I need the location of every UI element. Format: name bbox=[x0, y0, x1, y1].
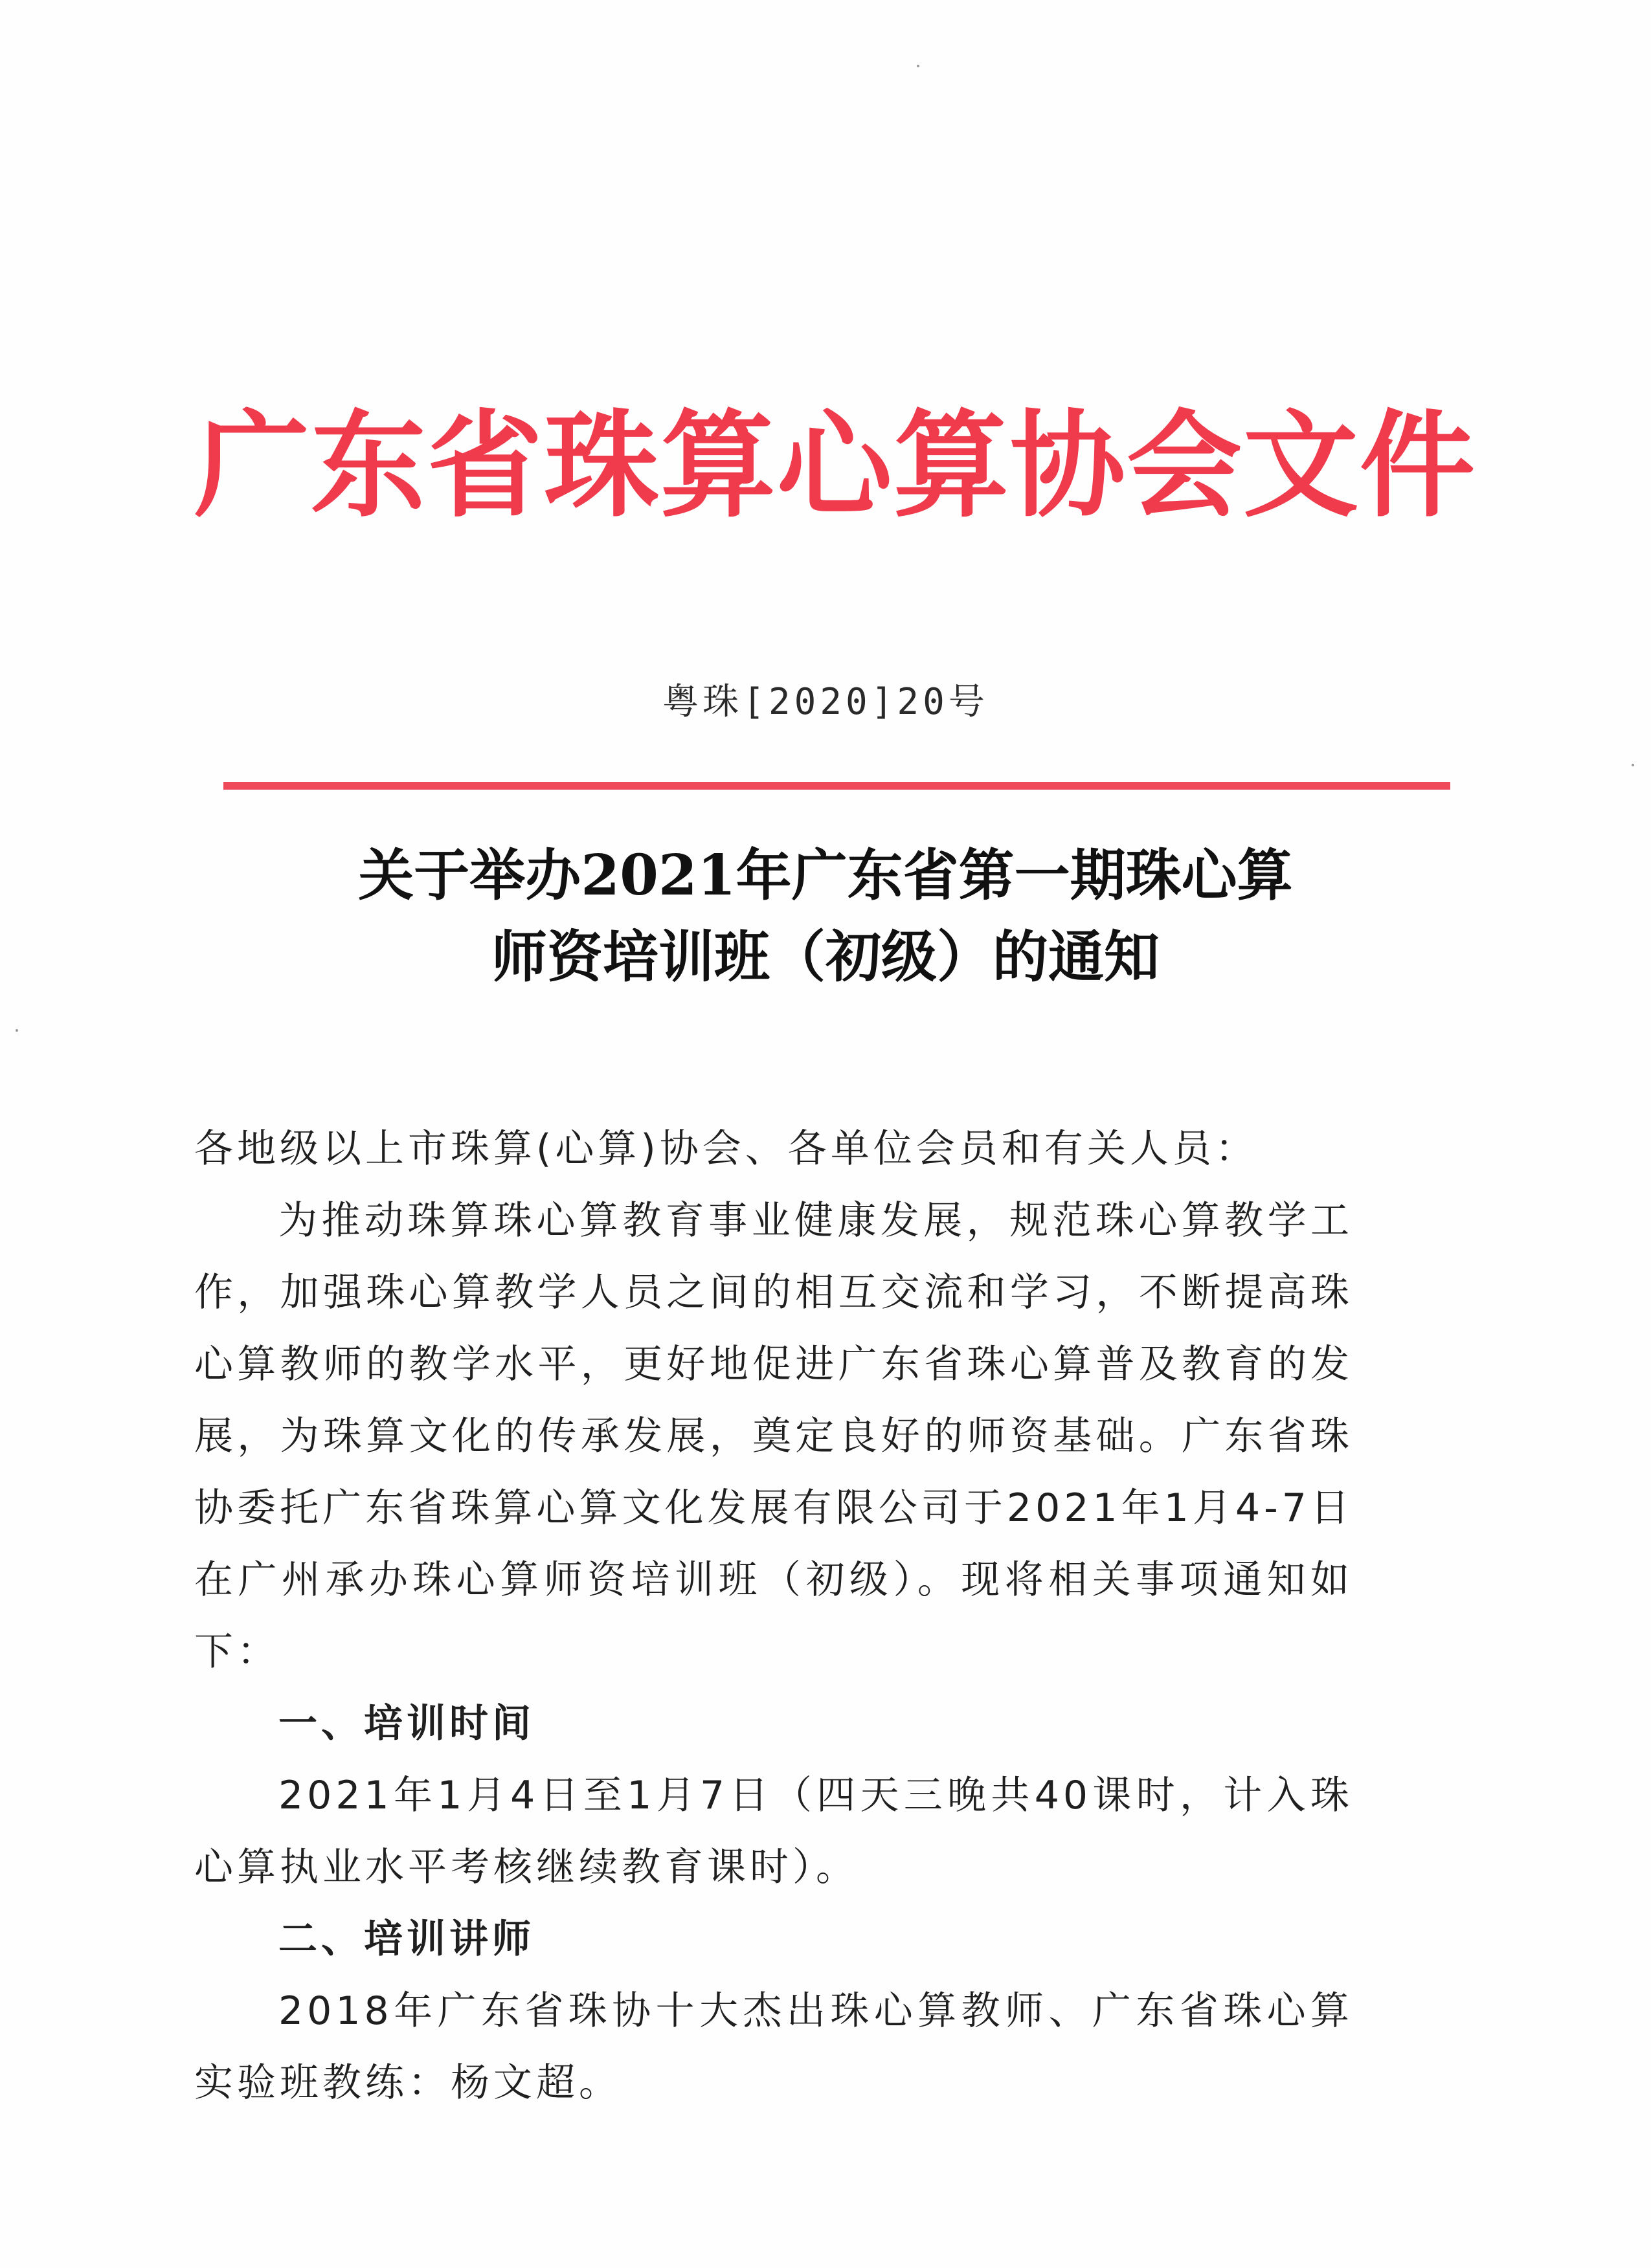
salutation: 各地级以上市珠算(心算)协会、各单位会员和有关人员： bbox=[194, 1126, 1258, 1172]
red-divider-rule bbox=[223, 782, 1450, 790]
document-number: 粤珠[2020]20号 bbox=[662, 681, 989, 723]
document-masthead: 广东省珠算心算协会文件 bbox=[194, 399, 1476, 533]
notice-body bbox=[194, 1113, 1353, 2119]
notice-title bbox=[194, 835, 1457, 998]
section-text-trainer: 2018年广东省珠协十大杰出珠心算教师、广东省珠心算实验班教练：杨文超。 bbox=[194, 1988, 1353, 2106]
title-line-2: 师资培训班（初级）的通知 bbox=[491, 924, 1160, 990]
title-line-1: 关于举办2021年广东省第一期珠心算 bbox=[358, 843, 1293, 908]
scan-speck bbox=[16, 1029, 18, 1032]
section-heading-training-time: 一、培训时间 bbox=[278, 1701, 535, 1746]
scan-speck bbox=[917, 65, 919, 67]
scan-speck bbox=[1632, 764, 1634, 766]
section-text-training-time: 2021年1月4日至1月7日（四天三晚共40课时，计入珠心算执业水平考核继续教育课时）。 bbox=[194, 1773, 1353, 1890]
section-heading-trainer: 二、培训讲师 bbox=[278, 1917, 535, 1962]
intro-paragraph: 为推动珠算珠心算教育事业健康发展，规范珠心算教学工作，加强珠心算教学人员之间的相互交流和学习，不断提高珠心算教师的教学水平，更好地促进广东省珠心算普及教育的发展，为珠算文化的传承发展，奠定良好的师资基础。广东省珠协委托广东省珠算心算文化发展有限公司于2021年1月4-7日在广州承办珠心算师资培训班（初级）。现将相关事项通知如下： bbox=[194, 1198, 1353, 1674]
